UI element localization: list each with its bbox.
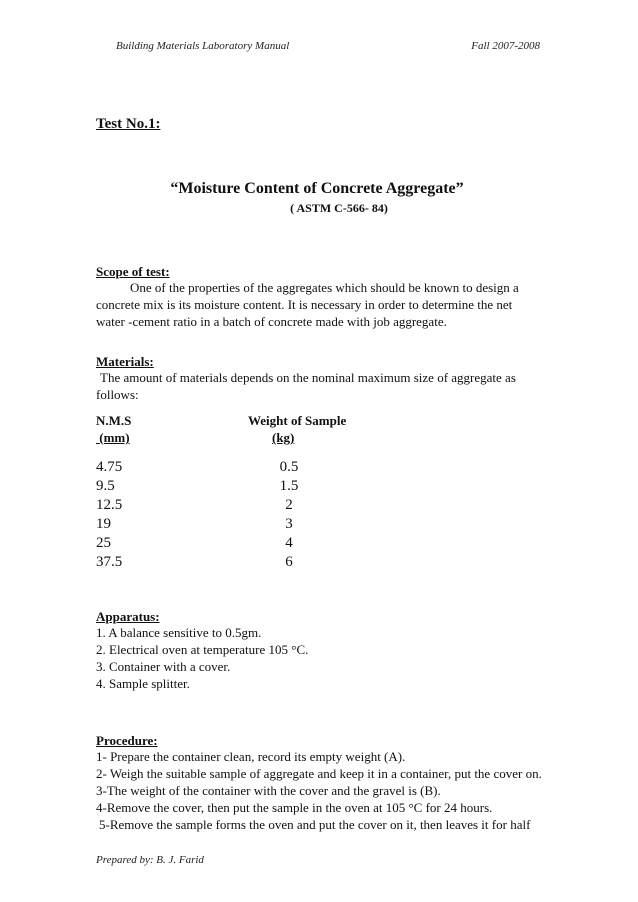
document-title: [0, 180, 638, 198]
nms-value: 12.5: [96, 497, 123, 513]
table-row: [96, 478, 476, 497]
weight-value: 2: [285, 497, 293, 513]
nms-value: 9.5: [96, 478, 115, 494]
nms-value: 37.5: [96, 554, 123, 570]
footer-author: Prepared by: B. J. Farid: [96, 854, 204, 866]
header-semester: Fall 2007-2008: [471, 40, 540, 52]
procedure-item: 1- Prepare the container clean, record its empty weight (A).: [96, 749, 406, 764]
table-row: [96, 516, 476, 535]
col-weight-header: Weight of Sample: [248, 413, 347, 428]
col-nms-unit-text: (mm): [99, 430, 130, 445]
scope-line: One of the properties of the aggregates which should be known to design a: [130, 280, 519, 295]
materials-heading: Materials:: [96, 354, 154, 369]
col-nms-header: N.M.S: [96, 413, 132, 428]
apparatus-item: 1. A balance sensitive to 0.5gm.: [96, 625, 262, 640]
weight-value: 6: [285, 554, 293, 570]
document-title-text: “Moisture Content of Concrete Aggregate”: [170, 180, 464, 197]
col-nms-unit: [96, 430, 130, 446]
apparatus-heading: Apparatus:: [96, 609, 160, 624]
apparatus-item: 2. Electrical oven at temperature 105 °C.: [96, 642, 309, 657]
procedure-item: 5-Remove the sample forms the oven and put the cover on it, then leaves it for half: [99, 817, 531, 832]
table-row: [96, 459, 476, 478]
procedure-item: 2- Weigh the suitable sample of aggregate and keep it in a container, put the cover on.: [96, 766, 542, 781]
header-manual-title: Building Materials Laboratory Manual: [116, 40, 290, 52]
procedure-heading: Procedure:: [96, 733, 158, 748]
materials-paragraph: [96, 369, 566, 403]
scope-line: water -cement ratio in a batch of concrete made with job aggregate.: [96, 314, 447, 329]
standard-reference: [0, 201, 638, 216]
apparatus-item: 3. Container with a cover.: [96, 659, 231, 674]
col-weight-unit: (kg): [272, 430, 295, 445]
table-row: [96, 497, 476, 516]
materials-line: follows:: [96, 387, 139, 402]
nms-value: 4.75: [96, 459, 123, 475]
table-row: [96, 554, 476, 573]
scope-paragraph: [96, 279, 566, 330]
apparatus-list: [96, 624, 566, 692]
procedure-item: 4-Remove the cover, then put the sample in the oven at 105 °C for 24 hours.: [96, 800, 493, 815]
weight-value: 0.5: [279, 459, 299, 475]
materials-line: The amount of materials depends on the nominal maximum size of aggregate as: [100, 370, 516, 385]
weight-value: 3: [285, 516, 293, 532]
nms-value: 19: [96, 516, 111, 532]
scope-heading: Scope of test:: [96, 264, 170, 279]
weight-value: 1.5: [279, 478, 299, 494]
procedure-item: 3-The weight of the container with the cover and the gravel is (B).: [96, 783, 441, 798]
procedure-list: [96, 748, 566, 833]
test-number-heading: Test No.1:: [96, 116, 161, 132]
nms-value: 25: [96, 535, 111, 551]
apparatus-item: 4. Sample splitter.: [96, 676, 190, 691]
standard-reference-text: ( ASTM C-566- 84): [290, 201, 388, 215]
weight-value: 4: [285, 535, 293, 551]
scope-line: concrete mix is its moisture content. It is necessary in order to determine the net: [96, 297, 513, 312]
table-row: [96, 535, 476, 554]
